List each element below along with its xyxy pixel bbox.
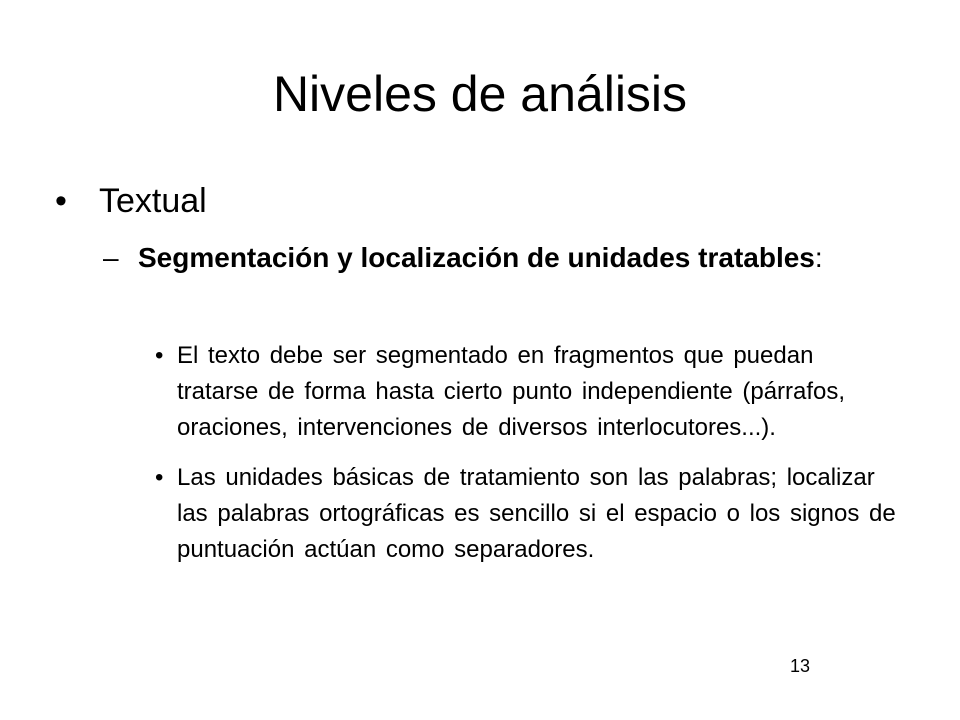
detail-text: El texto debe ser segmentado en fragmentos que puedan tratarse de forma hasta cierto punto independiente (párrafos, oraciones, intervenciones de diversos interlocutores...). [177,342,846,441]
detail-text: Las unidades básicas de tratamiento son las palabras; localizar las palabras ortográficas es sencillo si el espacio o los signos de puntuación actúan como separadores. [177,464,896,563]
detail-item [155,460,900,568]
bullet-icon: • [155,464,164,491]
detail-list [155,338,900,582]
bullet-icon: • [55,182,67,220]
page-number: 13 [789,656,810,676]
slide-title: Niveles de análisis [272,66,688,122]
detail-item [155,338,900,446]
bullet-item-textual [55,178,915,224]
sub-item-segmentacion [103,240,893,276]
sub-item-suffix: : [814,242,823,273]
dash-icon: – [103,242,119,273]
sub-item-text [138,240,823,276]
bullet-text: Textual [99,182,207,220]
bullet-icon: • [155,342,164,369]
sub-item-bold-text: Segmentación y localización de unidades tratables [138,242,815,273]
